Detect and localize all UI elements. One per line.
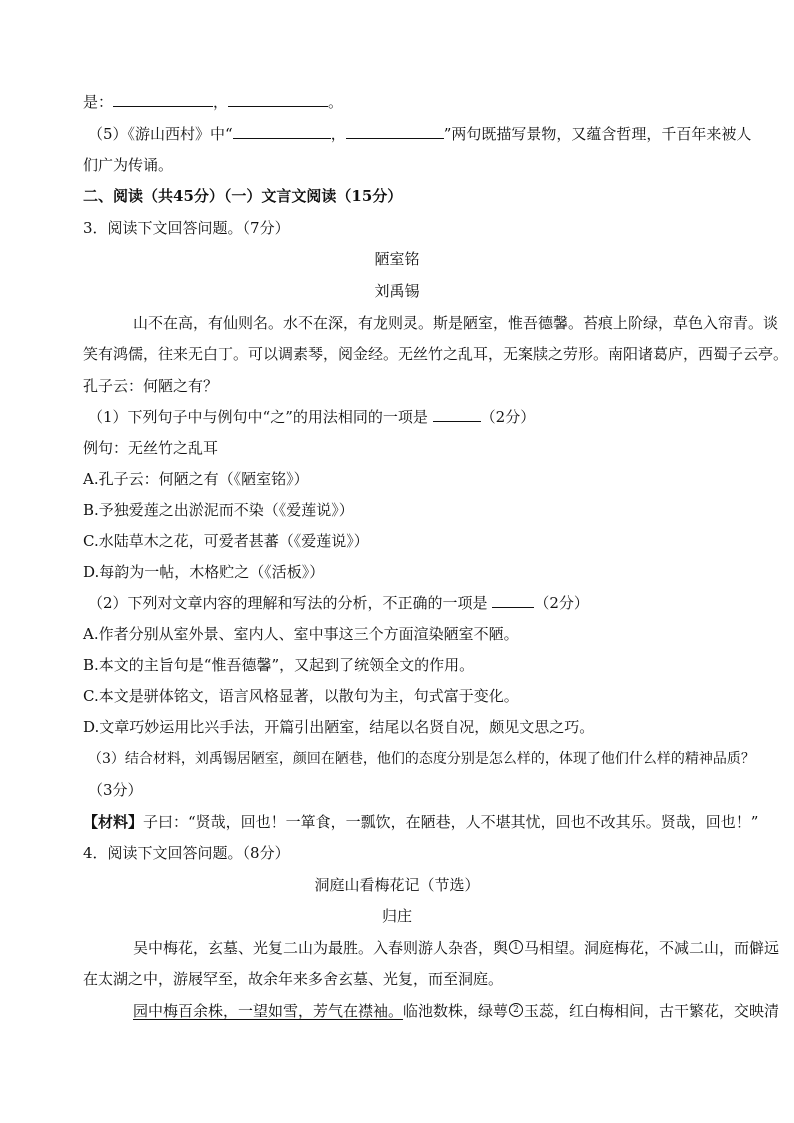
q3-passage-author: 刘禹锡 bbox=[374, 282, 420, 300]
q3-sub1-stem: （1）下列句子中与例句中“之”的用法相同的一项是 （2分） bbox=[88, 408, 536, 426]
q4-stem: 4．阅读下文回答问题。（8分） bbox=[83, 844, 290, 862]
q3-sub1-example: 例句：无丝竹之乱耳 bbox=[83, 439, 219, 457]
q3-passage-line: 山不在高，有仙则名。水不在深，有龙则灵。斯是陋室，惟吾德馨。苔痕上阶绿，草色入帘青。谈 bbox=[133, 314, 779, 332]
q3-sub2-option-c: C.本文是骈体铭文，语言风格显著，以散句为主，句式富于变化。 bbox=[83, 687, 519, 705]
answer-blank[interactable] bbox=[113, 92, 213, 107]
answer-blank[interactable] bbox=[233, 124, 331, 139]
q2-item5-line: （5）《游山西村》中“ ， ”两句既描写景物，又蕴含哲理，千百年来被人 bbox=[88, 125, 752, 143]
answer-blank[interactable] bbox=[228, 92, 328, 107]
q3-sub2-option-b: B.本文的主旨句是“惟吾德馨”，又起到了统领全文的作用。 bbox=[83, 656, 475, 674]
q3-sub1-option-a: A.孔子云：何陋之有（《陋室铭》） bbox=[83, 470, 309, 488]
answer-blank[interactable] bbox=[346, 124, 444, 139]
q3-sub2-option-d: D.文章巧妙运用比兴手法，开篇引出陋室，结尾以名贤自况，颇见文思之巧。 bbox=[83, 718, 595, 736]
q3-passage-title: 陋室铭 bbox=[374, 250, 420, 268]
q4-passage-title: 洞庭山看梅花记（节选） bbox=[314, 876, 480, 894]
q3-sub1-option-c: C.水陆草木之花，可爱者甚蕃（《爱莲说》） bbox=[83, 532, 369, 550]
q4-passage-line: 在太湖之中，游屐罕至，故余年来多舍玄墓、光复，而至洞庭。 bbox=[83, 970, 504, 988]
q4-passage-author: 归庄 bbox=[381, 907, 412, 925]
footnote-marker: 2 bbox=[509, 1003, 523, 1017]
q3-sub1-option-b: B.予独爱莲之出淤泥而不染（《爱莲说》） bbox=[83, 501, 354, 519]
q3-sub3-stem: （3）结合材料，刘禹锡居陋室，颜回在陋巷，他们的态度分别是怎么样的，体现了他们什么样的精神品质？ bbox=[88, 751, 755, 767]
q2-item5-cont: 们广为传诵。 bbox=[83, 156, 174, 174]
answer-blank[interactable] bbox=[433, 407, 481, 422]
q4-passage-line: 吴中梅花，玄墓、光复二山为最胜。入春则游人杂沓，舆 1 马相望。洞庭梅花，不减二山，而僻远 bbox=[133, 939, 780, 957]
underlined-sentence: 园中梅百余株，一望如雪，芳气在襟袖。 bbox=[133, 1002, 404, 1020]
q4-passage-line: 园中梅百余株，一望如雪，芳气在襟袖。临池数株，绿萼 2 玉蕊，红白梅相间，古干繁花，交映清 bbox=[133, 1002, 780, 1020]
q3-passage-line: 笑有鸿儒，往来无白丁。可以调素琴，阅金经。无丝竹之乱耳，无案牍之劳形。南阳诸葛庐，西蜀子云亭。 bbox=[83, 345, 789, 363]
section-heading: 二、阅读（共45分）（一）文言文阅读（15分） bbox=[83, 187, 403, 205]
answer-blank[interactable] bbox=[492, 593, 534, 608]
q3-stem: 3．阅读下文回答问题。（7分） bbox=[83, 219, 290, 237]
q3-sub3-score: （3分） bbox=[88, 781, 143, 799]
footnote-marker: 1 bbox=[509, 940, 523, 954]
q2-blank-line: 是： ， 。 bbox=[83, 93, 344, 111]
q3-sub2-option-a: A.作者分别从室外景、室内人、室中事这三个方面渲染陋室不陋。 bbox=[83, 625, 519, 643]
q3-material: 【材料】子曰：“贤哉，回也！一箪食，一瓢饮，在陋巷，人不堪其忧，回也不改其乐。贤哉，回也！” bbox=[83, 813, 759, 831]
q3-sub2-stem: （2）下列对文章内容的理解和写法的分析，不正确的一项是 （2分） bbox=[88, 594, 589, 612]
q3-passage-line: 孔子云：何陋之有？ bbox=[83, 377, 219, 395]
q3-sub1-option-d: D.每韵为一帖，木格贮之（《活板》） bbox=[83, 563, 325, 581]
